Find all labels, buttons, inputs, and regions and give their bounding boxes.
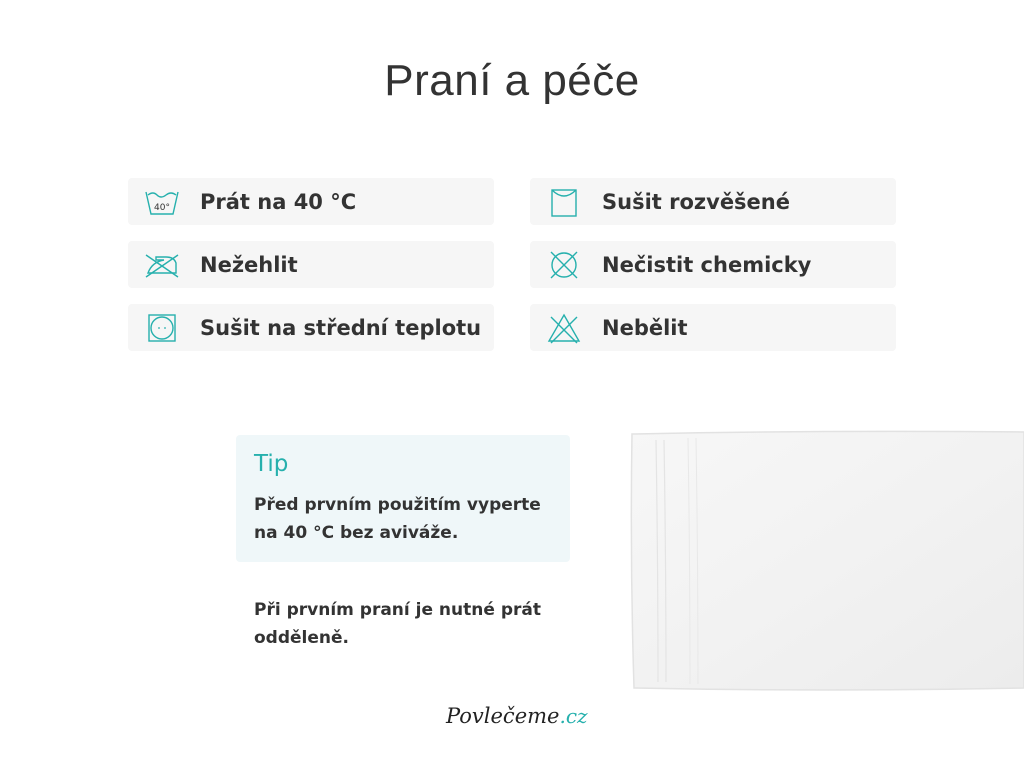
tumble-dry-medium-icon [144,310,180,346]
logo-tld: .cz [559,704,588,728]
wash-note: Při prvním praní je nutné prát odděleně. [254,600,541,648]
wash-40-icon [144,184,180,220]
care-item-tumble-dry [128,304,494,351]
wash-40-badge: 40° [154,202,170,213]
tip-title: Tip [254,451,289,477]
do-not-dry-clean-icon [546,247,582,283]
do-not-iron-icon [144,247,180,283]
care-item-label: Sušit na střední teplotu [200,315,482,340]
care-item-do-not-bleach [530,304,896,351]
care-item-label: Nečistit chemicky [602,252,812,277]
tip-box [236,435,570,562]
care-item-do-not-dry-clean [530,241,896,288]
logo-main: Povlečeme [446,704,560,728]
line-dry-icon [546,184,582,220]
do-not-bleach-icon [546,310,582,346]
care-item-wash-40 [128,178,494,225]
care-item-label: Nebělit [602,315,688,340]
care-item-label: Sušit rozvěšené [602,189,790,214]
brand-logo [446,704,588,728]
care-item-label: Prát na 40 °C [200,189,357,214]
tip-text: Před prvním použitím vyperte na 40 °C bez aviváže. [254,495,541,543]
towel-image [628,430,1024,692]
care-item-label: Nežehlit [200,252,298,277]
page-title: Praní a péče [384,56,640,105]
care-item-line-dry [530,178,896,225]
care-item-do-not-iron [128,241,494,288]
